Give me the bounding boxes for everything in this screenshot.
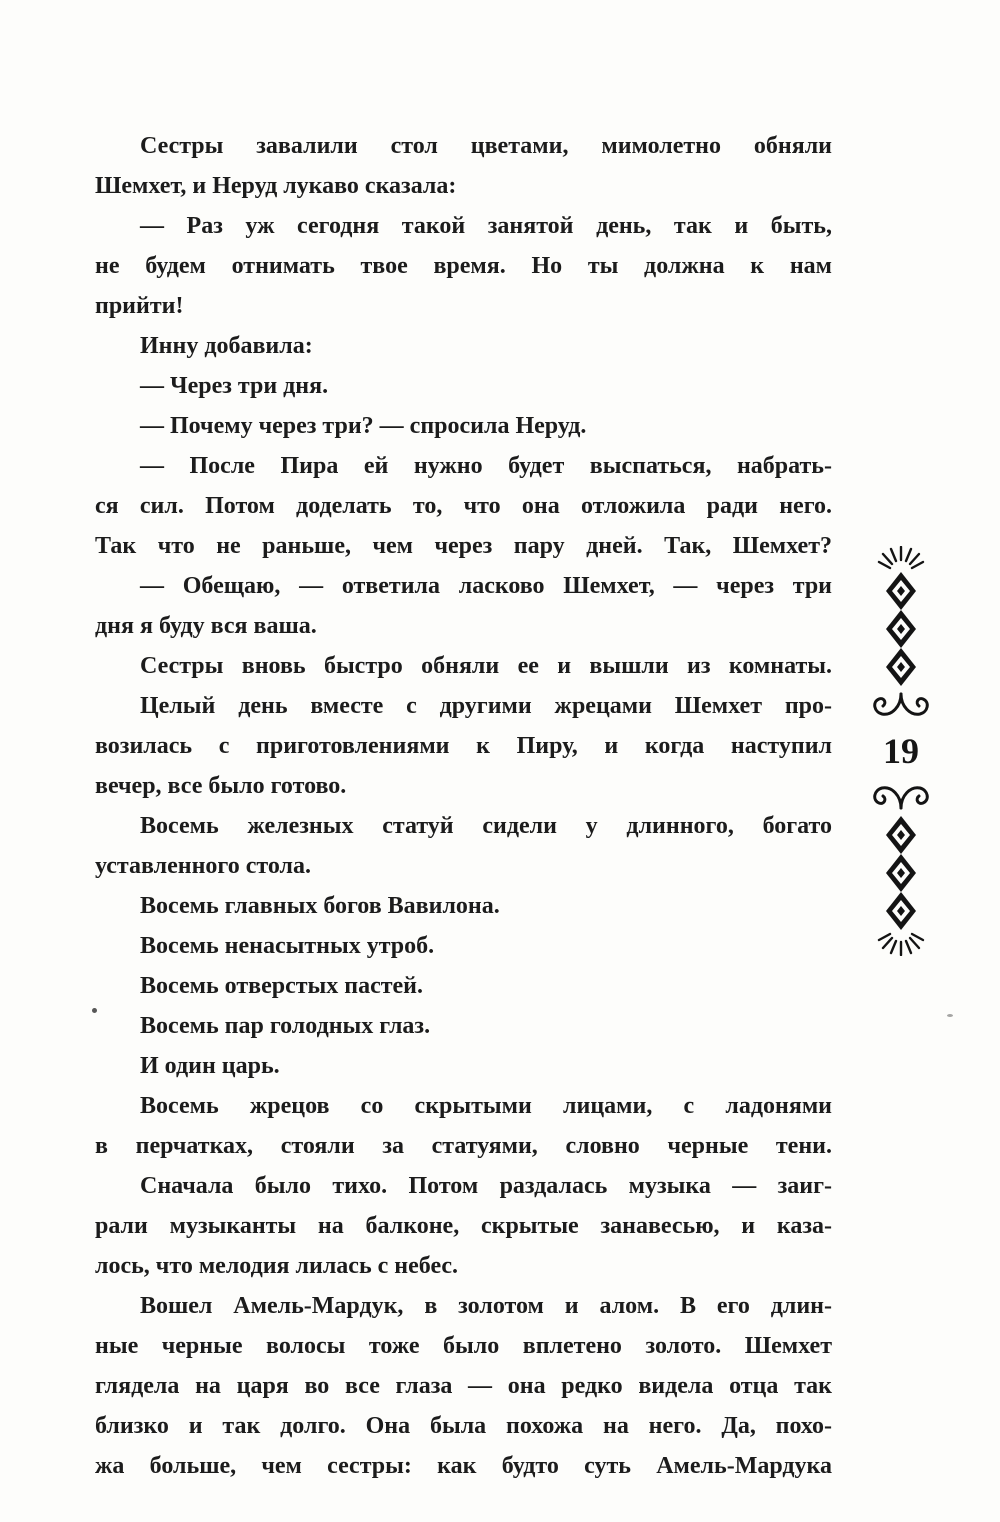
paragraph — [95, 126, 832, 206]
paragraph — [95, 1166, 832, 1286]
text-line: Шемхет, и Неруд лукаво сказала: — [95, 173, 457, 199]
text-line: — Раз уж сегодня такой занятой день, так и быть, — [140, 213, 832, 239]
text-line: уставленного стола. — [95, 853, 311, 879]
text-line: И один царь. — [140, 1053, 280, 1079]
text-line: Вошел Амель-Мардук, в золотом и алом. В его длин- — [140, 1293, 832, 1319]
text-line: глядела на царя во все глаза — она редко видела отца так — [95, 1373, 832, 1399]
paragraph — [95, 1046, 832, 1086]
text-line: вечер, все было готово. — [95, 773, 347, 799]
diamond-braid-ornament-top-icon — [864, 546, 938, 724]
paragraph — [95, 366, 832, 406]
text-line: жа больше, чем сестры: как будто суть Амель-Мардука — [95, 1453, 832, 1479]
paragraph — [95, 566, 832, 646]
paragraph — [95, 326, 832, 366]
text-line: — После Пира ей нужно будет выспаться, набрать- — [140, 453, 832, 479]
diamond-braid-ornament-bottom-icon — [864, 778, 938, 956]
paragraph — [95, 806, 832, 886]
paragraph — [95, 1086, 832, 1166]
text-line: возилась с приготовлениями к Пиру, и когда наступил — [95, 733, 832, 759]
scan-speck — [92, 1008, 97, 1013]
text-line: Сначала было тихо. Потом раздалась музыка — заиг- — [140, 1173, 832, 1199]
text-line: Сестры завалили стол цветами, мимолетно обняли — [140, 133, 832, 159]
paragraph — [95, 646, 832, 686]
text-line: Восемь главных богов Вавилона. — [140, 893, 500, 919]
text-line: Восемь железных статуй сидели у длинного, богато — [140, 813, 832, 839]
text-line: Целый день вместе с другими жрецами Шемхет про- — [140, 693, 832, 719]
text-line: Восемь пар голодных глаз. — [140, 1013, 431, 1039]
text-block — [95, 126, 832, 1486]
text-line: лось, что мелодия лилась с небес. — [95, 1253, 459, 1279]
page-number: 19 — [883, 731, 919, 771]
paragraph — [95, 926, 832, 966]
text-line: — Обещаю, — ответила ласково Шемхет, — через три — [140, 573, 832, 599]
text-line: Восемь ненасытных утроб. — [140, 933, 435, 959]
text-line: Восемь жрецов со скрытыми лицами, с ладонями — [140, 1093, 832, 1119]
paragraph — [95, 446, 832, 566]
text-line: ся сил. Потом доделать то, что она отложила ради него. — [95, 493, 832, 519]
text-line: дня я буду вся ваша. — [95, 613, 317, 639]
paragraph — [95, 966, 832, 1006]
text-line: Сестры вновь быстро обняли ее и вышли из комнаты. — [140, 653, 832, 679]
text-line: прийти! — [95, 293, 184, 319]
paragraph — [95, 1286, 832, 1486]
text-line: Восемь отверстых пастей. — [140, 973, 424, 999]
text-line: близко и так долго. Она была похожа на него. Да, похо- — [95, 1413, 832, 1439]
text-line: Так что не раньше, чем через пару дней. Так, Шемхет? — [95, 533, 832, 559]
scan-speck — [947, 1014, 953, 1017]
paragraph — [95, 886, 832, 926]
paragraph — [95, 406, 832, 446]
margin-ornament — [864, 546, 938, 956]
text-line: Инну добавила: — [140, 333, 313, 359]
text-line: ные черные волосы тоже было вплетено золото. Шемхет — [95, 1333, 832, 1359]
text-line: в перчатках, стояли за статуями, словно черные тени. — [95, 1133, 832, 1159]
paragraph — [95, 1006, 832, 1046]
text-line: рали музыканты на балконе, скрытые занавесью, и каза- — [95, 1213, 832, 1239]
paragraph — [95, 206, 832, 326]
text-line: — Почему через три? — спросила Неруд. — [140, 413, 587, 439]
text-line: не будем отнимать твое время. Но ты должна к нам — [95, 253, 832, 279]
paragraph — [95, 686, 832, 806]
text-line: — Через три дня. — [140, 373, 329, 399]
